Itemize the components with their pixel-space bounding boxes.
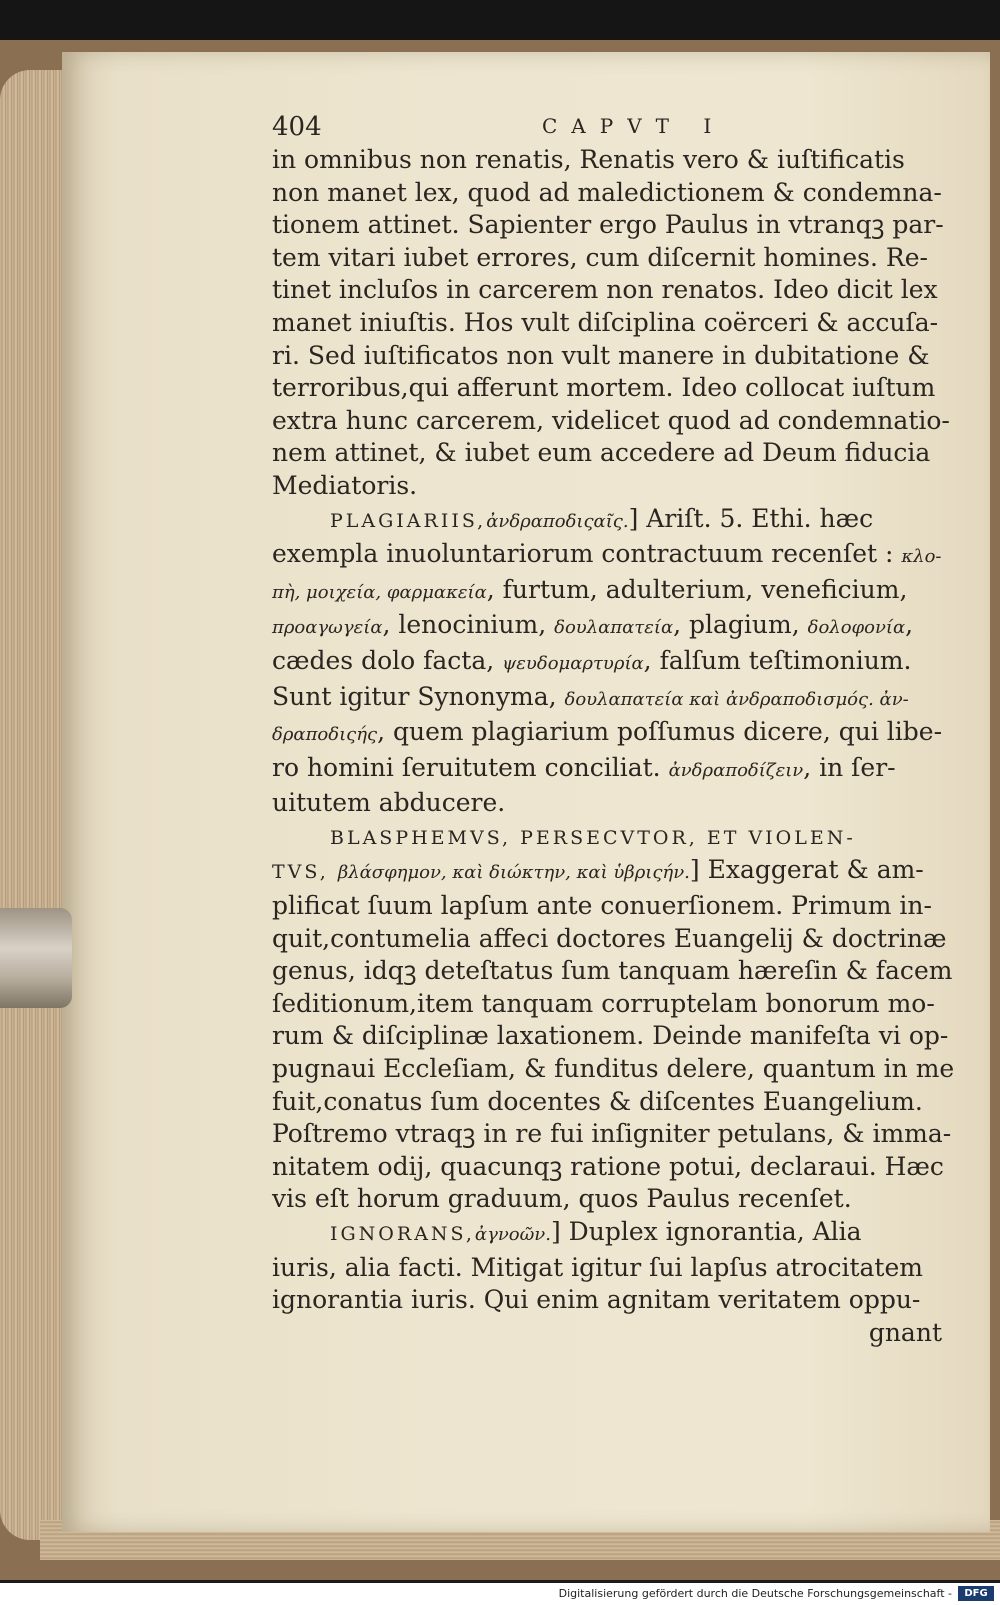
text-run: ] Exaggerat & am-	[689, 855, 924, 885]
text-run: plificat ſuum lapſum ante conuerſionem. Primum in-	[272, 891, 932, 921]
text-line	[272, 437, 962, 470]
text-line	[272, 1284, 962, 1317]
text-line	[272, 854, 962, 890]
text-line	[272, 242, 962, 275]
text-run: , falſum teſtimonium.	[643, 645, 912, 675]
text-line	[272, 1183, 962, 1216]
digitization-footer	[0, 1583, 1000, 1605]
text-run: ſeditionum,item tanquam corruptelam bonorum mo-	[272, 988, 935, 1018]
text-line	[272, 372, 962, 405]
text-line	[272, 1086, 962, 1119]
text-run: , in ſer-	[803, 752, 896, 782]
text-run: Sunt igitur Synonyma,	[272, 681, 565, 711]
text-line	[272, 752, 962, 788]
text-run: terroribus,qui afferunt mortem. Ideo collocat iuſtum	[272, 373, 936, 403]
greek-term: ψευδομαρτυρία	[502, 652, 644, 674]
text-line	[272, 470, 962, 503]
greek-term: κλο-	[901, 546, 942, 568]
text-run: Mediatoris.	[272, 470, 418, 500]
text-line	[272, 716, 962, 752]
text-line	[272, 177, 962, 210]
text-run: extra hunc carcerem, videlicet quod ad condemnatio-	[272, 405, 950, 435]
text-run: ri. Sed iuſtificatos non vult manere in dubitatione &	[272, 340, 930, 370]
text-run: pugnaui Eccleſiam, & funditus delere, quantum in me	[272, 1054, 955, 1084]
text-run: quit,contumelia affeci doctores Euangelij & doctrinæ	[272, 923, 947, 953]
lemma: PLAGIARIIS,	[330, 509, 487, 532]
text-line	[272, 340, 962, 373]
greek-term: ἀγνοῶν.	[474, 1224, 551, 1245]
text-line	[272, 1151, 962, 1184]
text-line	[272, 645, 962, 681]
text-line	[272, 1020, 962, 1053]
text-run: tionem attinet. Sapienter ergo Paulus in vtranqꝫ par-	[272, 210, 944, 240]
text-run: tem vitari iubet errores, cum diſcernit homines. Re-	[272, 242, 928, 272]
text-line	[272, 574, 962, 610]
greek-term: δουλαπατεία καὶ ἀνδραποδισμός. ἀν-	[564, 688, 909, 710]
dfg-logo: DFG	[958, 1586, 994, 1601]
text-run: Poſtremo vtraqꝫ in re fui inſigniter petulans, & imma-	[272, 1119, 952, 1149]
book-clasp	[0, 908, 72, 1008]
text-run: exempla inuoluntariorum contractuum recenſet :	[272, 539, 902, 569]
page-fore-edge	[0, 70, 70, 1540]
text-line	[272, 538, 962, 574]
text-line	[272, 787, 962, 820]
greek-term: δολοφονία	[807, 617, 906, 639]
text-run: fuit,conatus ſum docentes & diſcentes Euangelium.	[272, 1086, 923, 1116]
text-line	[272, 1216, 962, 1252]
text-line	[272, 923, 962, 956]
lemma: BLASPHEMVS, PERSECVTOR, ET VIOLEN-	[330, 826, 856, 849]
lemma: TVS,	[272, 861, 338, 884]
body-text	[272, 144, 962, 1349]
text-line	[272, 274, 962, 307]
text-run: nitatem odij, quacunqꝫ ratione potui, declaraui. Hæc	[272, 1151, 944, 1181]
text-run: ro homini ſeruitutem conciliat.	[272, 752, 669, 782]
text-line	[272, 1118, 962, 1151]
text-run: , plagium,	[673, 610, 808, 640]
text-line	[272, 209, 962, 242]
text-run: uitutem abducere.	[272, 788, 506, 818]
text-run: in omnibus non renatis, Renatis vero & iuſtificatis	[272, 145, 905, 174]
text-line	[272, 681, 962, 717]
text-run: manet iniuſtis. Hos vult diſciplina coërceri & accuſa-	[272, 307, 939, 337]
text-run: ] Duplex ignorantia, Alia	[550, 1217, 862, 1246]
text-run: cædes dolo facta,	[272, 645, 503, 675]
text-run: nem attinet, & iubet eum accedere ad Deum fiducia	[272, 438, 931, 468]
text-run: vis eſt horum graduum, quos Paulus recenſet.	[272, 1184, 852, 1214]
text-run: , lenocinium,	[382, 610, 555, 640]
running-head: CAPVT I	[542, 114, 726, 138]
greek-term: ἀνδραποδιςαῖς.	[486, 510, 629, 532]
text-line	[272, 820, 962, 855]
text-line	[272, 890, 962, 923]
text-line	[272, 1053, 962, 1086]
greek-term: δραποδιςής	[272, 724, 378, 746]
greek-term: βλάσφημον, καὶ διώκτην, καὶ ὑβριςήν.	[337, 862, 690, 884]
page-number: 404	[272, 112, 322, 142]
text-run: , furtum, adulterium, veneficium,	[486, 574, 908, 604]
text-run: ,	[905, 610, 914, 640]
catchword: gnant	[868, 1317, 942, 1347]
greek-term: προαγωγεία	[272, 617, 383, 639]
text-run: iuris, alia facti. Mitigat igitur ſui lapſus atrocitatem	[272, 1252, 923, 1282]
text-run: , quem plagiarium poſſumus dicere, qui libe-	[377, 717, 943, 747]
text-run: rum & diſciplinæ laxationem. Deinde manifeſta vi op-	[272, 1021, 949, 1051]
text-line	[272, 988, 962, 1021]
greek-term: δουλαπατεία	[554, 617, 674, 639]
text-line	[272, 955, 962, 988]
text-line	[272, 307, 962, 340]
text-line	[272, 405, 962, 438]
text-run: ignorantia iuris. Qui enim agnitam veritatem oppu-	[272, 1285, 921, 1315]
page-header	[272, 112, 952, 148]
text-line	[272, 144, 962, 177]
greek-term: ἀνδραποδίζειν	[668, 759, 804, 781]
text-line	[272, 1252, 962, 1285]
text-line	[272, 503, 962, 539]
text-run: non manet lex, quod ad maledictionem & condemna-	[272, 177, 942, 207]
text-run: tinet incluſos in carcerem non renatos. Ideo dicit lex	[272, 275, 938, 305]
text-run: genus, idqꝫ deteſtatus ſum tanquam hæreſin & facem	[272, 956, 953, 986]
footer-credit: Digitalisierung gefördert durch die Deutsche Forschungsgemeinschaft -	[558, 1587, 952, 1600]
lemma: IGNORANS,	[330, 1223, 475, 1245]
text-run: ] Ariſt. 5. Ethi. hæc	[628, 503, 874, 533]
greek-term: πὴ, μοιχεία, φαρμακεία	[272, 581, 487, 603]
text-line	[272, 609, 962, 645]
